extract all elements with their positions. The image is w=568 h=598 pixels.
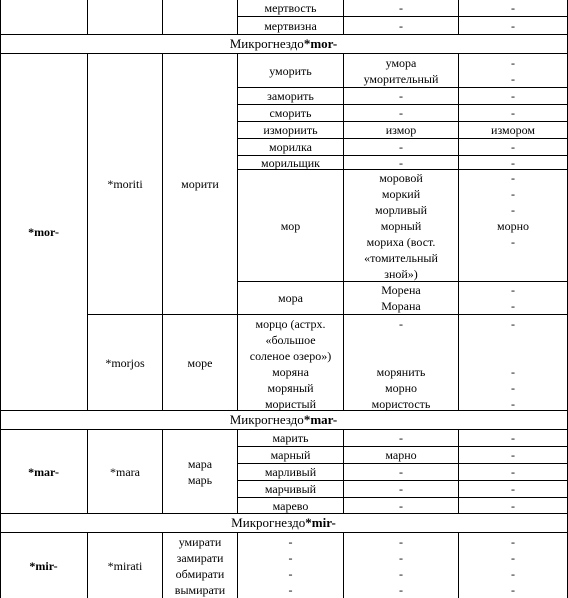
cell-line: умора bbox=[385, 55, 417, 70]
cell-line: - bbox=[511, 534, 515, 549]
table-cell-word: уморить bbox=[238, 54, 344, 88]
top-col2 bbox=[88, 0, 163, 35]
table-cell bbox=[459, 170, 568, 282]
table-cell: - bbox=[344, 88, 459, 105]
table-cell bbox=[459, 533, 568, 598]
cell-line: Морена bbox=[381, 283, 421, 297]
table-cell-word: морильщик bbox=[238, 156, 344, 170]
table-cell: - bbox=[459, 498, 568, 514]
table-cell: - bbox=[459, 105, 568, 122]
cell-line: - bbox=[511, 566, 515, 581]
table-cell: - bbox=[344, 481, 459, 498]
table-cell: - bbox=[459, 88, 568, 105]
cell-line: морцо (астрх. bbox=[255, 317, 326, 331]
cell-line: моряный bbox=[267, 381, 314, 395]
cell-line: - bbox=[288, 582, 293, 597]
verb-cell: морити bbox=[163, 54, 238, 315]
cell-line: вымирати bbox=[174, 582, 226, 597]
table-cell: - bbox=[459, 17, 568, 35]
cell-line: - bbox=[399, 582, 403, 597]
proto-verb-cell: *mirati bbox=[88, 533, 163, 598]
cell-line: - bbox=[399, 566, 403, 581]
table-cell-word: морилка bbox=[238, 139, 344, 156]
root-cell: *mor- bbox=[0, 54, 88, 411]
section-header-mar bbox=[0, 411, 568, 430]
cell-line: замирати bbox=[176, 550, 224, 565]
cell-line: - bbox=[511, 283, 515, 297]
section-header-root: *mor- bbox=[303, 36, 338, 51]
table-cell-word: мор bbox=[238, 170, 344, 282]
table-cell-word: мертвость bbox=[238, 0, 344, 17]
cell-line: - bbox=[399, 550, 403, 565]
table-cell bbox=[459, 315, 568, 411]
table-cell-word: измориить bbox=[238, 122, 344, 139]
table-cell-word: мертвизна bbox=[238, 17, 344, 35]
table-cell: - bbox=[344, 498, 459, 514]
section-header-mir bbox=[0, 514, 568, 533]
cell-line: соленое озеро») bbox=[249, 349, 332, 363]
cell-line: - bbox=[288, 566, 293, 581]
cell-line: - bbox=[399, 317, 403, 331]
cell-line: - bbox=[511, 365, 515, 379]
cell-line: мара bbox=[187, 456, 213, 471]
section-header-mor bbox=[0, 35, 568, 54]
table-cell: - bbox=[459, 464, 568, 481]
table-cell-word: марчивый bbox=[238, 481, 344, 498]
noun-cell bbox=[163, 430, 238, 514]
cell-line: - bbox=[511, 397, 515, 411]
table-cell-word: марево bbox=[238, 498, 344, 514]
cell-line: - bbox=[511, 170, 515, 185]
table-cell-word: мора bbox=[238, 282, 344, 315]
cell-line: морно bbox=[384, 381, 417, 395]
proto-verb-cell: *moriti bbox=[88, 54, 163, 315]
cell-line: моркий bbox=[381, 186, 421, 201]
cell-line: обмирати bbox=[175, 566, 225, 581]
cell-line: - bbox=[288, 550, 293, 565]
cell-line: - bbox=[511, 186, 515, 201]
table-cell-word: марить bbox=[238, 430, 344, 447]
noun-cell: море bbox=[163, 315, 238, 411]
table-cell-word: заморить bbox=[238, 88, 344, 105]
cell-line: - bbox=[511, 71, 515, 86]
cell-line: - bbox=[511, 317, 515, 331]
table-cell-word: марливый bbox=[238, 464, 344, 481]
table-cell bbox=[344, 533, 459, 598]
cell-line: - bbox=[511, 550, 515, 565]
table-cell: - bbox=[344, 156, 459, 170]
section-header-root: *mar- bbox=[303, 412, 338, 427]
cell-line: моровой bbox=[379, 170, 423, 185]
table-cell: - bbox=[344, 464, 459, 481]
section-header-label: Микрогнездо bbox=[229, 412, 304, 427]
table-cell: - bbox=[459, 447, 568, 464]
table-cell bbox=[459, 282, 568, 315]
cell-line: «томительный bbox=[364, 250, 438, 265]
table-cell: - bbox=[459, 156, 568, 170]
top-col1 bbox=[0, 0, 88, 35]
section-header-root: *mir- bbox=[305, 515, 336, 530]
cell-line: - bbox=[511, 299, 515, 313]
table-cell: марно bbox=[344, 447, 459, 464]
cell-line: моряна bbox=[272, 365, 309, 379]
table-cell bbox=[344, 315, 459, 411]
table-cell bbox=[344, 170, 459, 282]
table-cell: - bbox=[344, 139, 459, 156]
table-cell bbox=[238, 533, 344, 598]
root-cell: *mar- bbox=[0, 430, 88, 514]
cell-line: морно bbox=[496, 218, 529, 233]
cell-line: - bbox=[511, 234, 515, 249]
cell-line: мориха (вост. bbox=[366, 234, 436, 249]
cell-line: морливый bbox=[375, 202, 427, 217]
cell-line: марь bbox=[187, 472, 213, 487]
top-col3 bbox=[163, 0, 238, 35]
root-cell: *mir- bbox=[0, 533, 88, 598]
section-header-label: Микрогнездо bbox=[231, 515, 306, 530]
cell-line: «большое bbox=[265, 333, 316, 347]
cell-line: морянить bbox=[376, 365, 426, 379]
table-cell bbox=[459, 54, 568, 88]
cell-line: - bbox=[511, 55, 515, 70]
table-cell: - bbox=[344, 105, 459, 122]
cell-line: мористый bbox=[264, 397, 317, 411]
table-cell: - bbox=[459, 481, 568, 498]
table-cell: - bbox=[459, 139, 568, 156]
cell-line: Морана bbox=[381, 299, 421, 313]
cell-line: - bbox=[511, 381, 515, 395]
table-cell: - bbox=[344, 430, 459, 447]
proto-noun-cell: *morjos bbox=[88, 315, 163, 411]
cell-line: - bbox=[288, 534, 293, 549]
table-cell-word: марный bbox=[238, 447, 344, 464]
cell-line: - bbox=[511, 582, 515, 597]
table-cell-word: сморить bbox=[238, 105, 344, 122]
cell-line: морный bbox=[380, 218, 422, 233]
proto-noun-cell: *mara bbox=[88, 430, 163, 514]
table-cell bbox=[344, 54, 459, 88]
cell-line: уморительный bbox=[363, 71, 439, 86]
cell-line: мористость bbox=[371, 397, 431, 411]
verb-cell bbox=[163, 533, 238, 598]
table-cell: - bbox=[344, 0, 459, 17]
cell-line: - bbox=[399, 534, 403, 549]
cell-line: умирати bbox=[178, 534, 222, 549]
table-cell bbox=[344, 282, 459, 315]
table-cell: - bbox=[344, 17, 459, 35]
section-header-label: Микрогнездо bbox=[229, 36, 304, 51]
table-cell: измором bbox=[459, 122, 568, 139]
table-cell-word bbox=[238, 315, 344, 411]
cell-line: зной») bbox=[384, 266, 418, 281]
cell-line: - bbox=[511, 202, 515, 217]
table-cell: измор bbox=[344, 122, 459, 139]
table-cell: - bbox=[459, 0, 568, 17]
table-cell: - bbox=[459, 430, 568, 447]
